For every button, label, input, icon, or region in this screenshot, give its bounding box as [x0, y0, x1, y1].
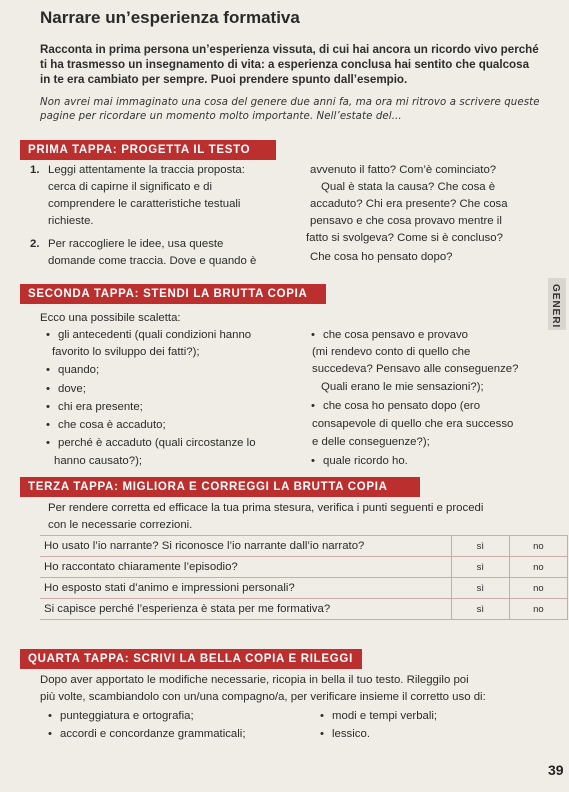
- handwritten-example: Non avrei mai immaginato una cosa del genere due anni fa, ma ora mi ritrovo a scrivere queste pagine per ricordare un momento molto importante. Nell’estate del...: [40, 97, 540, 122]
- checklist-question: Ho usato l’io narrante? Si riconosce l’io narrante dall’io narrato?: [40, 536, 451, 557]
- step1-line: cerca di capirne il significato e di: [48, 181, 212, 193]
- step1-line: avvenuto il fatto? Com’è cominciato?: [310, 164, 497, 176]
- step2-right-bullet-cont: e delle conseguenze?);: [312, 436, 430, 448]
- step4-text-line: Dopo aver apportato le modifiche necessarie, ricopia in bella il tuo testo. Rileggilo poi: [40, 674, 469, 686]
- step2-left-bullet-cont: hanno causato?);: [54, 455, 143, 467]
- step3-lead-line: con le necessarie correzioni.: [48, 519, 193, 531]
- checklist-row: [40, 557, 568, 578]
- bullet-text: • che cosa pensavo e provavo: [323, 327, 468, 344]
- checklist-row: [40, 536, 568, 557]
- yes-box[interactable]: sì: [451, 599, 509, 620]
- step1-line: Che cosa ho pensato dopo?: [310, 251, 453, 263]
- step1-item2-number: 2.: [30, 238, 40, 250]
- step2-lead: Ecco una possibile scaletta:: [40, 312, 181, 324]
- step1-line: Qual è stata la causa? Che cosa è: [321, 181, 496, 193]
- bullet-text: • quando;: [58, 362, 99, 379]
- step1-item1-number: 1.: [30, 164, 40, 176]
- no-box[interactable]: no: [509, 536, 567, 557]
- yes-box[interactable]: sì: [451, 578, 509, 599]
- no-box[interactable]: no: [509, 578, 567, 599]
- checklist-row: [40, 578, 568, 599]
- bullet-text: • chi era presente;: [58, 399, 143, 416]
- checklist-table: [40, 535, 568, 620]
- bullet-text: • quale ricordo ho.: [323, 453, 408, 470]
- bullet-text: • punteggiatura e ortografia;: [60, 708, 194, 725]
- no-box[interactable]: no: [509, 599, 567, 620]
- step3-banner: TERZA TAPPA: MIGLIORA E CORREGGI LA BRUTTA COPIA: [20, 477, 420, 497]
- bullet-text: • che cosa è accaduto;: [58, 417, 166, 434]
- checklist-row: [40, 599, 568, 620]
- assignment-text: Racconta in prima persona un’esperienza vissuta, di cui hai ancora un ricordo vivo perché ti ha trasmesso un insegnamento di vita: a esperienza conclusa hai sentito che qualcosa in te era cambiato per sempre. Puoi prendere spunto dall’esempio.: [40, 43, 539, 86]
- step1-line: richieste.: [48, 215, 94, 227]
- step2-right-bullet-cont: consapevole di quello che era successo: [312, 418, 514, 430]
- bullet-text: • lessico.: [332, 726, 370, 743]
- step2-right-bullet-cont: succedeva? Pensavo alle conseguenze?: [312, 363, 519, 375]
- step1-line: Leggi attentamente la traccia proposta:: [48, 164, 245, 176]
- step1-line: domande come traccia. Dove e quando è: [48, 255, 257, 267]
- step2-right-bullet-cont: Quali erano le mie sensazioni?);: [321, 381, 484, 393]
- step1-line: fatto si svolgeva? Come si è concluso?: [306, 232, 503, 244]
- bullet-text: • accordi e concordanze grammaticali;: [60, 726, 246, 743]
- no-box[interactable]: no: [509, 557, 567, 578]
- step1-line: comprendere le caratteristiche testuali: [48, 198, 241, 210]
- bullet-text: • modi e tempi verbali;: [332, 708, 437, 725]
- step3-lead-line: Per rendere corretta ed efficace la tua prima stesura, verifica i punti seguenti e procedi: [48, 502, 484, 514]
- step1-line: pensavo e che cosa provavo mentre il: [310, 215, 502, 227]
- side-tab-label: GENERI: [550, 284, 561, 329]
- checklist-question: Ho raccontato chiaramente l’episodio?: [40, 557, 451, 578]
- bullet-text: • dove;: [58, 381, 86, 398]
- yes-box[interactable]: sì: [451, 557, 509, 578]
- page-title: Narrare un’esperienza formativa: [40, 8, 300, 27]
- section-side-tab: [548, 278, 566, 330]
- step1-line: Per raccogliere le idee, usa queste: [48, 238, 224, 250]
- step2-banner: SECONDA TAPPA: STENDI LA BRUTTA COPIA: [20, 284, 326, 304]
- bullet-text: • perché è accaduto (quali circostanze lo: [58, 435, 256, 452]
- checklist-question: Si capisce perché l’esperienza è stata per me formativa?: [40, 599, 451, 620]
- bullet-text: • gli antecedenti (quali condizioni hanno: [58, 327, 251, 344]
- yes-box[interactable]: sì: [451, 536, 509, 557]
- step1-line: accaduto? Chi era presente? Che cosa: [310, 198, 508, 210]
- checklist-question: Ho esposto stati d’animo e impressioni personali?: [40, 578, 451, 599]
- step4-text-line: più volte, scambiandolo con un/una compagno/a, per verificare insieme il corretto uso di:: [40, 691, 486, 703]
- step2-left-bullet-cont: favorito lo sviluppo dei fatti?);: [52, 346, 200, 358]
- step2-right-bullet-cont: (mi rendevo conto di quello che: [312, 346, 471, 358]
- step4-banner: QUARTA TAPPA: SCRIVI LA BELLA COPIA E RILEGGI: [20, 649, 362, 669]
- page-number: 39: [548, 762, 564, 778]
- bullet-text: • che cosa ho pensato dopo (ero: [323, 398, 480, 415]
- step1-banner: PRIMA TAPPA: PROGETTA IL TESTO: [20, 140, 276, 160]
